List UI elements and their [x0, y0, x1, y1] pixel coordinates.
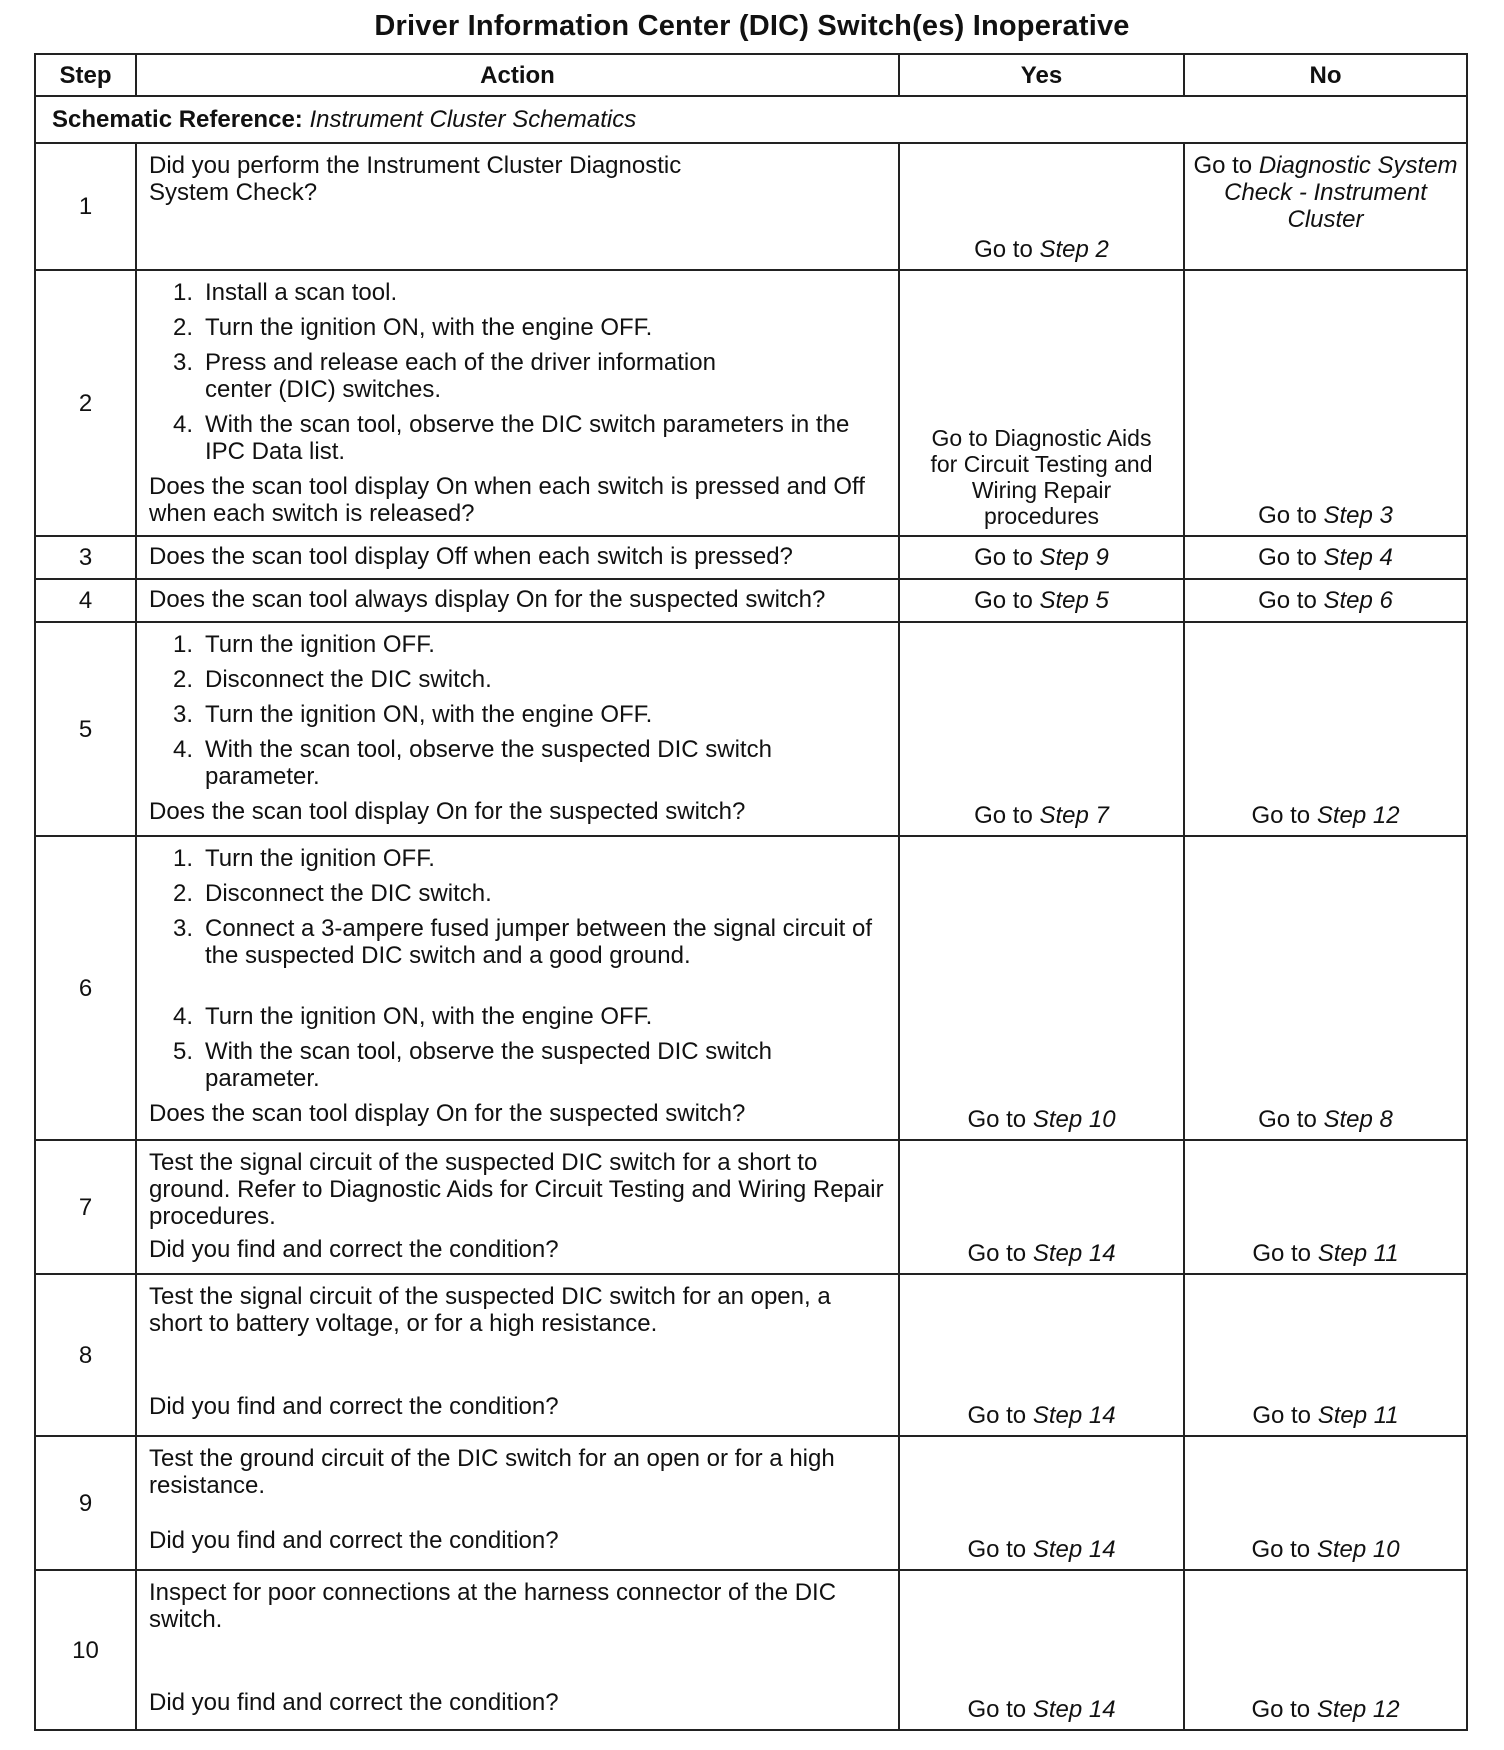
- page-title: Driver Information Center (DIC) Switch(es) Inoperative: [374, 10, 1130, 42]
- schematic-row: [35, 96, 1467, 143]
- goto-label: Go to: [1258, 1106, 1317, 1133]
- yes-text: Go to Diagnostic Aids for Circuit Testing and Wiring Repair procedures: [930, 425, 1153, 529]
- yes-cell: [899, 536, 1184, 579]
- goto-label: Go to: [1258, 502, 1317, 529]
- goto-label: Go to: [974, 802, 1033, 829]
- step-number: 9: [35, 1436, 136, 1570]
- no-step-link: Step 6: [1323, 587, 1393, 614]
- step-number: 7: [35, 1140, 136, 1274]
- no-cell: [1184, 1436, 1467, 1570]
- yes-step-link: Step 14: [1032, 1536, 1116, 1563]
- action-header: Action: [136, 54, 899, 96]
- step-number: 3: [35, 536, 136, 579]
- yes-cell: [899, 1570, 1184, 1730]
- table-row: [35, 836, 1467, 1140]
- action-cell: [136, 1570, 899, 1730]
- no-step-link: Step 11: [1317, 1240, 1399, 1267]
- yes-step-link: Step 10: [1032, 1106, 1116, 1133]
- goto-label: Go to: [1251, 1696, 1311, 1723]
- action-question: Does the scan tool display On for the suspected switch?: [149, 1100, 746, 1127]
- action-list: [149, 279, 886, 465]
- no-step-link: Step 11: [1317, 1402, 1399, 1429]
- table-row: [35, 1570, 1467, 1730]
- action-item: 5. With the scan tool, observe the suspected DIC switch parameter.: [173, 1038, 772, 1092]
- no-cell: [1184, 622, 1467, 836]
- action-item: 4. With the scan tool, observe the DIC switch parameters in the IPC Data list.: [173, 411, 850, 465]
- yes-cell: [899, 143, 1184, 270]
- action-list: [149, 845, 886, 1092]
- action-item: 4. Turn the ignition ON, with the engine OFF.: [173, 1003, 653, 1030]
- goto-label: Go to: [967, 1106, 1027, 1133]
- action-item: 2. Disconnect the DIC switch.: [173, 880, 492, 907]
- diagnostic-table: [34, 53, 1468, 1731]
- action-cell: [136, 143, 899, 270]
- goto-label: Go to: [967, 1240, 1027, 1267]
- yes-cell: [899, 622, 1184, 836]
- action-list: [149, 631, 886, 790]
- goto-label: Go to: [1251, 802, 1311, 829]
- step-number: 10: [35, 1570, 136, 1730]
- schematic-label: Schematic Reference:: [52, 106, 303, 133]
- yes-header: Yes: [899, 54, 1184, 96]
- yes-cell: [899, 1140, 1184, 1274]
- no-step-link: Step 3: [1323, 502, 1393, 529]
- goto-label: Go to: [1251, 1536, 1311, 1563]
- step-number: 4: [35, 579, 136, 622]
- no-cell: [1184, 143, 1467, 270]
- yes-cell: [899, 1436, 1184, 1570]
- goto-label: Go to: [1252, 1240, 1312, 1267]
- step-number: 6: [35, 836, 136, 1140]
- no-cell: [1184, 1274, 1467, 1436]
- table-row: [35, 270, 1467, 536]
- yes-step-link: Step 14: [1032, 1696, 1116, 1723]
- spacer: [173, 977, 886, 995]
- goto-label: Go to: [967, 1696, 1027, 1723]
- no-cell: [1184, 1570, 1467, 1730]
- action-cell: [136, 1140, 899, 1274]
- no-cell: [1184, 579, 1467, 622]
- goto-label: Go to: [967, 1402, 1027, 1429]
- action-cell: [136, 270, 899, 536]
- no-step-link: Step 4: [1323, 544, 1393, 571]
- action-text: Inspect for poor connections at the harness connector of the DIC switch.: [149, 1579, 837, 1633]
- action-question: Did you find and correct the condition?: [149, 1393, 559, 1420]
- action-item: 4. With the scan tool, observe the suspected DIC switch parameter.: [173, 736, 772, 790]
- yes-cell: [899, 270, 1184, 536]
- action-text: Test the ground circuit of the DIC switch for an open or for a high resistance.: [149, 1445, 835, 1499]
- no-step-link: Step 12: [1316, 1696, 1400, 1723]
- yes-step-link: Step 5: [1039, 587, 1109, 614]
- yes-step-link: Step 9: [1039, 544, 1109, 571]
- step-number: 1: [35, 143, 136, 270]
- action-question: Does the scan tool display On when each switch is pressed and Off when each switch is released?: [149, 473, 865, 527]
- no-reference-link: Diagnostic System Check - Instrument Cluster: [1224, 152, 1458, 233]
- no-step-link: Step 8: [1323, 1106, 1393, 1133]
- action-cell: [136, 622, 899, 836]
- yes-cell: [899, 1274, 1184, 1436]
- step-header: Step: [35, 54, 136, 96]
- step-number: 8: [35, 1274, 136, 1436]
- goto-label: Go to: [1258, 587, 1317, 614]
- no-step-link: Step 12: [1316, 802, 1400, 829]
- no-cell: [1184, 1140, 1467, 1274]
- action-cell: [136, 836, 899, 1140]
- action-question: Does the scan tool display On for the suspected switch?: [149, 798, 746, 825]
- action-item: 1. Turn the ignition OFF.: [173, 631, 435, 658]
- action-item: 3. Press and release each of the driver information center (DIC) switches.: [173, 349, 716, 403]
- header-row: [35, 54, 1467, 96]
- action-text: Test the signal circuit of the suspected DIC switch for a short to ground. Refer to Diagnostic Aids for Circuit Testing and Wiring Repair procedures.: [149, 1149, 884, 1230]
- schematic-reference: [35, 96, 1467, 143]
- yes-step-link: Step 2: [1039, 236, 1109, 263]
- no-cell: [1184, 836, 1467, 1140]
- step-number: 5: [35, 622, 136, 836]
- action-item: 2. Disconnect the DIC switch.: [173, 666, 492, 693]
- no-cell: [1184, 536, 1467, 579]
- table-row: [35, 579, 1467, 622]
- goto-label: Go to: [974, 544, 1033, 571]
- no-header: No: [1184, 54, 1467, 96]
- action-item: 3. Turn the ignition ON, with the engine OFF.: [173, 701, 653, 728]
- no-step-link: Step 10: [1316, 1536, 1400, 1563]
- step-number: 2: [35, 270, 136, 536]
- action-question: Did you find and correct the condition?: [149, 1689, 559, 1716]
- action-question: Does the scan tool display Off when each switch is pressed?: [149, 543, 793, 570]
- goto-label: Go to: [1258, 544, 1317, 571]
- schematic-value: Instrument Cluster Schematics: [309, 106, 637, 133]
- goto-label: Go to: [974, 587, 1033, 614]
- goto-label: Go to: [967, 1536, 1027, 1563]
- action-question: Did you find and correct the condition?: [149, 1236, 559, 1263]
- goto-label: Go to: [1193, 152, 1253, 179]
- yes-step-link: Step 14: [1032, 1240, 1116, 1267]
- yes-step-link: Step 7: [1039, 802, 1109, 829]
- goto-label: Go to: [1252, 1402, 1312, 1429]
- table-row: [35, 1140, 1467, 1274]
- action-text: Test the signal circuit of the suspected DIC switch for an open, a short to battery voltage, or for a high resistance.: [149, 1283, 831, 1337]
- action-question: Did you perform the Instrument Cluster Diagnostic System Check?: [149, 152, 682, 206]
- yes-cell: [899, 836, 1184, 1140]
- action-question: Did you find and correct the condition?: [149, 1527, 559, 1554]
- action-item: 2. Turn the ignition ON, with the engine OFF.: [173, 314, 653, 341]
- table-row: [35, 536, 1467, 579]
- action-cell: [136, 1436, 899, 1570]
- action-question: Does the scan tool always display On for the suspected switch?: [149, 586, 826, 613]
- action-cell: [136, 1274, 899, 1436]
- goto-label: Go to: [974, 236, 1033, 263]
- action-item: 3. Connect a 3-ampere fused jumper between the signal circuit of the suspected DIC switch and a good ground.: [173, 915, 873, 969]
- table-row: [35, 143, 1467, 270]
- action-cell: [136, 579, 899, 622]
- table-row: [35, 1274, 1467, 1436]
- table-row: [35, 622, 1467, 836]
- yes-cell: [899, 579, 1184, 622]
- action-cell: [136, 536, 899, 579]
- action-item: 1. Install a scan tool.: [173, 279, 398, 306]
- no-cell: [1184, 270, 1467, 536]
- table-row: [35, 1436, 1467, 1570]
- yes-step-link: Step 14: [1032, 1402, 1116, 1429]
- action-item: 1. Turn the ignition OFF.: [173, 845, 435, 872]
